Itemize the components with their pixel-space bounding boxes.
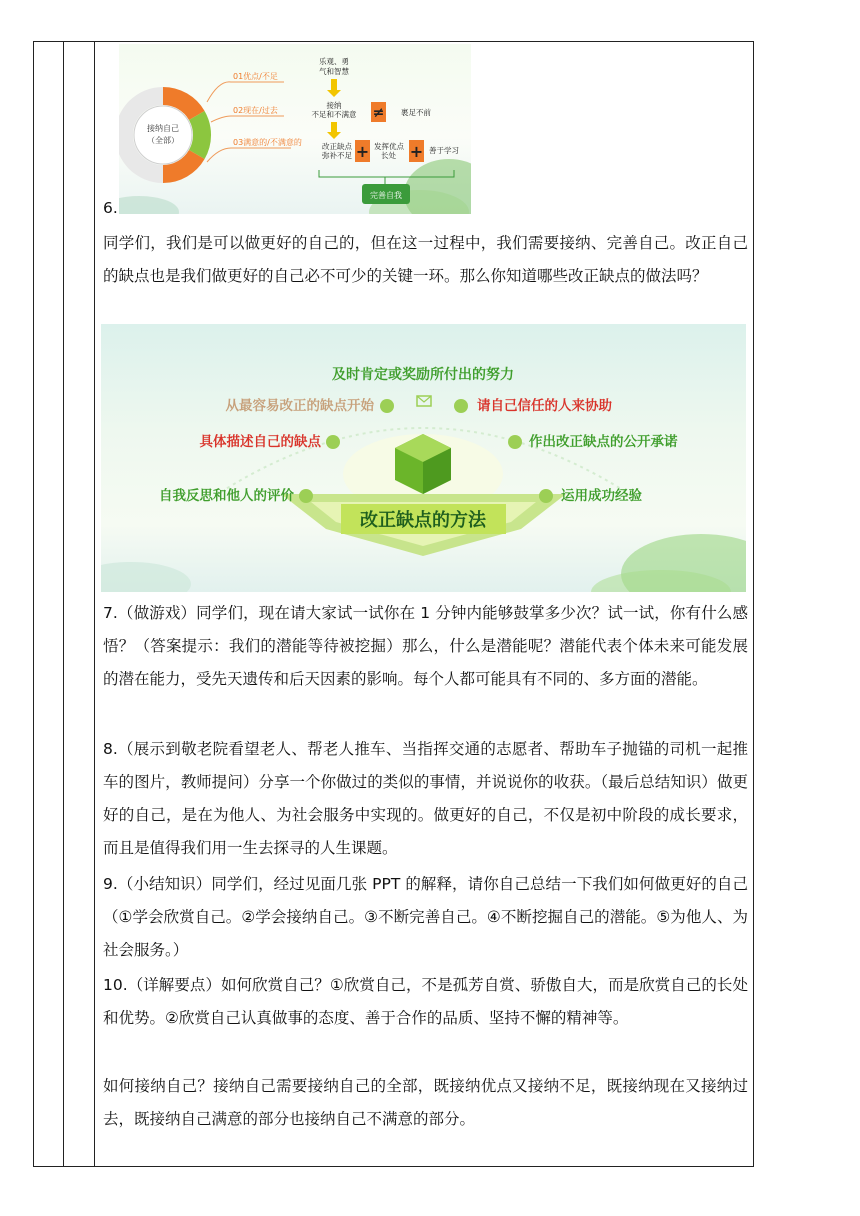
circle-label-line2: （全部） <box>147 136 179 145</box>
complete-self-label: 完善自我 <box>370 191 402 200</box>
table-left-border <box>33 41 34 1167</box>
method-right-1: 请自己信任的人来协助 <box>477 398 612 414</box>
paragraph-10-block <box>103 969 748 1035</box>
box-strength-line1: 发挥优点 <box>374 142 404 151</box>
not-equal-text: 裹足不前 <box>401 108 431 117</box>
correct-shortcomings-diagram <box>101 324 746 592</box>
table-column-divider-2 <box>94 41 95 1167</box>
table-column-divider-1 <box>63 41 64 1167</box>
not-equal-icon: ≠ <box>372 105 385 121</box>
box-accept-line1: 接纳 <box>326 101 342 110</box>
method-right-3: 运用成功经验 <box>561 488 642 504</box>
learn-text: 善于学习 <box>429 146 459 155</box>
box-correct-line1: 改正缺点 <box>322 142 352 151</box>
arrow-down-icon <box>327 79 341 97</box>
method-top: 及时肯定或奖励所付出的努力 <box>332 367 514 383</box>
accept-yourself-diagram <box>119 44 471 214</box>
paragraph-6-block <box>103 227 748 293</box>
table-top-border <box>33 41 753 42</box>
box-accept-line2: 不足和不满意 <box>311 110 357 119</box>
paragraph-7: 7.（做游戏）同学们，现在请大家试一试你在 1 分钟内能够鼓掌多少次？试一试，你有什么感悟？（答案提示：我们的潜能等待被挖掘）那么，什么是潜能呢？潜能代表个体未来可能发展的潜在能力，受先天遗传和后天因素的影响。每个人都可能具有不同的、多方面的潜能。 <box>103 604 748 688</box>
circle-label-line1: 接纳自己 <box>147 124 179 133</box>
accept-yourself-diagram-svg <box>119 44 471 214</box>
box-top-line2: 气和智慧 <box>319 67 349 76</box>
table-bottom-border <box>33 1166 753 1167</box>
plus-icon-1: + <box>355 142 370 161</box>
plus-icon-2: + <box>409 142 424 161</box>
box-top-line1: 乐观、勇 <box>319 57 349 66</box>
center-title: 改正缺点的方法 <box>360 510 486 531</box>
diagram-item-3: 03满意的/不满意的 <box>233 138 302 147</box>
paragraph-8-block <box>103 733 748 865</box>
paragraph-7-block <box>103 597 748 696</box>
method-left-1: 从最容易改正的缺点开始 <box>225 398 374 414</box>
paragraph-11: 如何接纳自己？接纳自己需要接纳自己的全部，既接纳优点又接纳不足，既接纳现在又接纳过去，既接纳自己满意的部分也接纳自己不满意的部分。 <box>103 1077 748 1128</box>
method-left-3: 自我反思和他人的评价 <box>159 488 294 504</box>
box-strength-line2: 长处 <box>381 151 396 160</box>
paragraph-6: 同学们，我们是可以做更好的自己的，但在这一过程中，我们需要接纳、完善自己。改正自己的缺点也是我们做更好的自己必不可少的关键一环。那么你知道哪些改正缺点的做法吗？ <box>103 234 748 285</box>
diagram-item-1: 01优点/不足 <box>233 72 278 81</box>
paragraph-8: 8.（展示到敬老院看望老人、帮老人推车、当指挥交通的志愿者、帮助车子抛锚的司机一起推车的图片，教师提问）分享一个你做过的类似的事情，并说说你的收获。（最后总结知识）做更好的自己，是在为他人、为社会服务中实现的。做更好的自己，不仅是初中阶段的成长要求，而且是值得我们用一生去探寻的人生课题。 <box>103 740 748 857</box>
paragraph-9: 9.（小结知识）同学们，经过见面几张 PPT 的解释，请你自己总结一下我们如何做更好的自己（①学会欣赏自己。②学会接纳自己。③不断完善自己。④不断挖掘自己的潜能。⑤为他人、为社会服务。） <box>103 875 748 959</box>
paragraph-11-block <box>103 1070 748 1136</box>
box-correct-line2: 弥补不足 <box>322 151 352 160</box>
table-right-border <box>753 41 754 1167</box>
method-right-2: 作出改正缺点的公开承诺 <box>529 434 678 450</box>
item-6-number: 6. <box>103 199 118 217</box>
correct-shortcomings-diagram-svg <box>101 324 746 592</box>
arrow-down-icon-2 <box>327 122 341 139</box>
paragraph-10: 10.（详解要点）如何欣赏自己？①欣赏自己，不是孤芳自赏、骄傲自大，而是欣赏自己的长处和优势。②欣赏自己认真做事的态度、善于合作的品质、坚持不懈的精神等。 <box>103 976 748 1027</box>
paragraph-9-block <box>103 868 748 967</box>
method-left-2: 具体描述自己的缺点 <box>199 434 321 450</box>
diagram-item-2: 02现在/过去 <box>233 106 278 115</box>
